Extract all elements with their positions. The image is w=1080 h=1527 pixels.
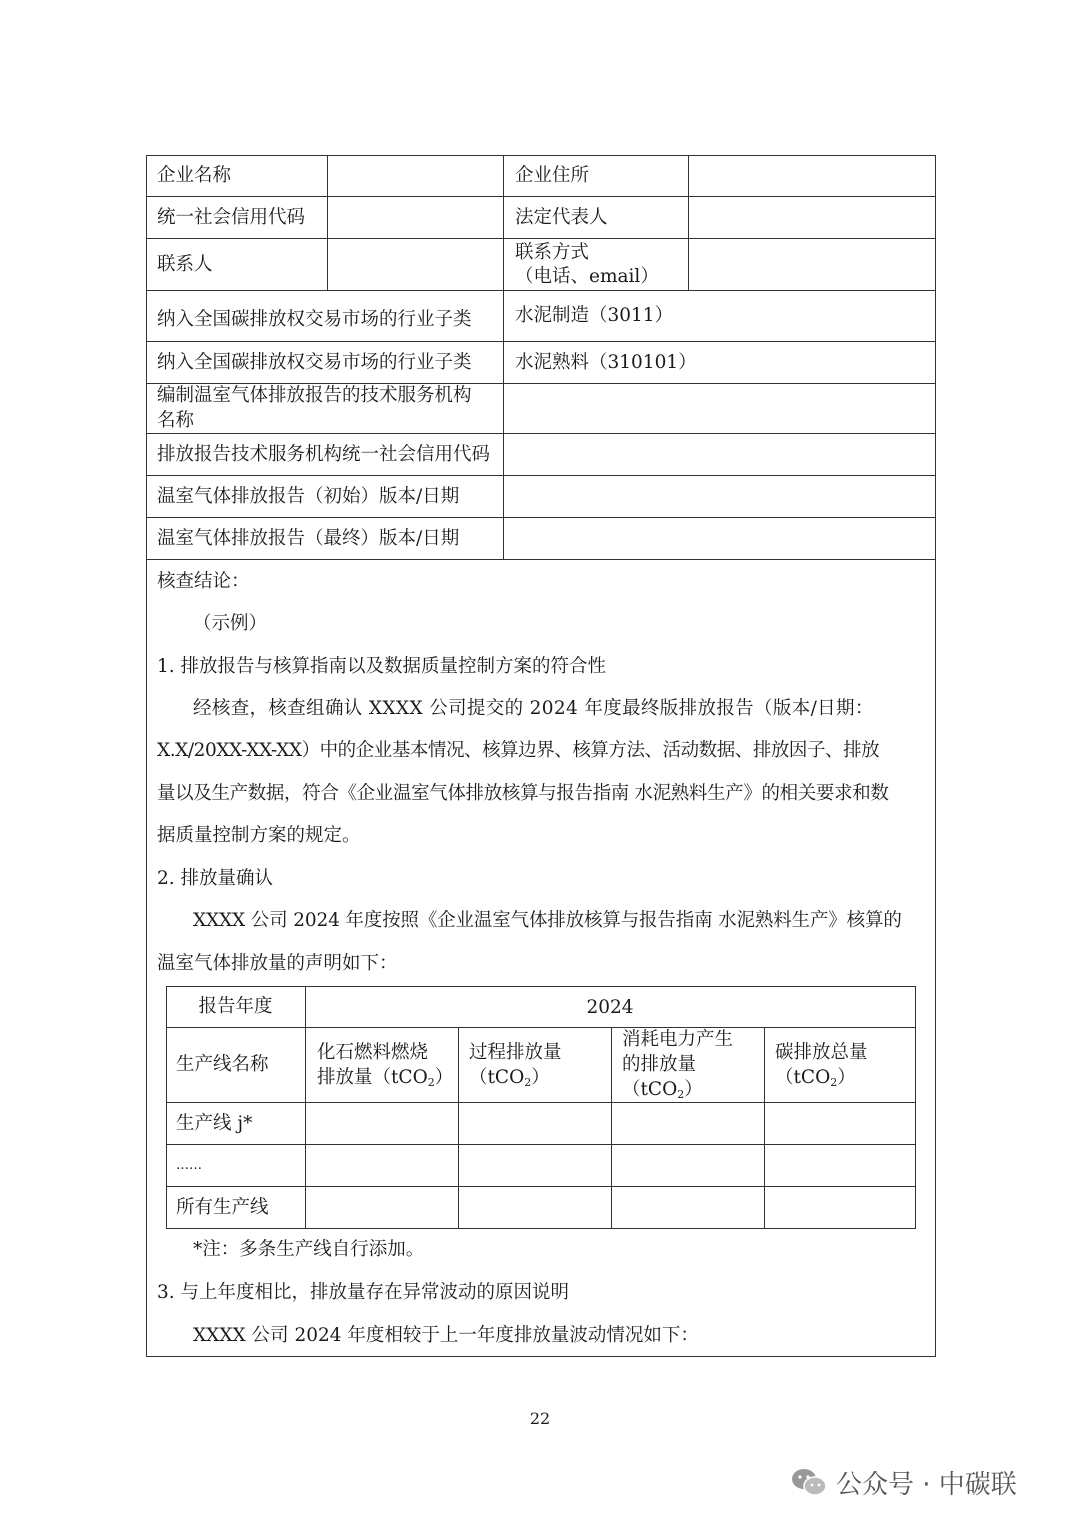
col-power-header: 消耗电力产生 [622,1029,734,1050]
row-divider [146,238,936,239]
row-divider [146,559,936,560]
section-1-line-1: 经核查，核查组确认 XXXX 公司提交的 2024 年度最终版排放报告（版本/日期： [193,698,874,719]
report-final-label: 温室气体排放报告（最终）版本/日期 [157,528,460,549]
table-row-label: …… [176,1158,202,1173]
row-divider [146,433,936,434]
wechat-icon [790,1466,828,1498]
agency-label-cont: 名称 [157,410,195,431]
page-number: 22 [529,1409,551,1428]
table-border [166,1027,916,1028]
table-border [458,1027,459,1228]
row-divider [146,290,936,291]
watermark [790,1462,1017,1502]
section-1-line-2: X.X/20XX-XX-XX）中的企业基本情况、核算边界、核算方法、活动数据、排放因子、排放 [157,740,880,761]
section-3-heading: 3. 与上年度相比，排放量存在异常波动的原因说明 [157,1282,570,1303]
col-divider [327,155,328,290]
contact-method-label: 联系方式 [515,242,590,263]
row-divider [146,196,936,197]
line-name-label: 生产线名称 [176,1054,269,1075]
row-divider [146,517,936,518]
table-border [764,1027,765,1228]
legal-rep-label: 法定代表人 [515,207,608,228]
table-border [305,986,306,1228]
contact-method-sublabel: （电话、email） [515,266,659,287]
report-year-value: 2024 [586,997,634,1018]
col-fossil-unit: 排放量（tCO$_2$） [317,1067,454,1089]
industry-value-1: 水泥制造（3011） [515,305,674,326]
section-1-heading: 1. 排放报告与核算指南以及数据质量控制方案的符合性 [157,656,607,677]
agency-label: 编制温室气体排放报告的技术服务机构 [157,385,472,406]
col-power-unit: （tCO$_2$） [622,1079,703,1101]
section-1-line-3: 量以及生产数据，符合《企业温室气体排放核算与报告指南 水泥熟料生产》的相关要求和数 [157,783,889,804]
table-border [915,986,916,1228]
section-2-line-2: 温室气体排放量的声明如下： [157,953,398,974]
table-note: *注：多条生产线自行添加。 [193,1239,425,1260]
table-border [166,986,167,1228]
table-row-label: 生产线 j* [176,1113,253,1134]
company-name-label: 企业名称 [157,165,232,186]
table-border [166,1144,916,1145]
row-divider [146,341,936,342]
example-label: （示例） [193,613,268,634]
industry-label-1: 纳入全国碳排放权交易市场的行业子类 [157,309,472,330]
table-row-label: 所有生产线 [176,1197,269,1218]
col-divider [688,155,689,290]
industry-label-2: 纳入全国碳排放权交易市场的行业子类 [157,352,472,373]
col-divider [503,155,504,559]
col-total-header: 碳排放总量 [775,1042,868,1063]
table-border [166,1228,916,1229]
table-border [166,986,916,987]
col-fossil-header: 化石燃料燃烧 [317,1042,429,1063]
credit-code-label: 统一社会信用代码 [157,207,306,228]
section-2-heading: 2. 排放量确认 [157,868,274,889]
col-power-header-cont: 的排放量 [622,1054,697,1075]
industry-value-2: 水泥熟料（310101） [515,352,697,373]
row-divider [146,475,936,476]
section-2-line-1: XXXX 公司 2024 年度按照《企业温室气体排放核算与报告指南 水泥熟料生产》核算的 [193,910,902,931]
table-border [166,1102,916,1103]
table-border [611,1027,612,1228]
conclusion-title: 核查结论： [157,571,250,592]
company-address-label: 企业住所 [515,165,590,186]
watermark-text: 公众号 · 中碳联 [836,1469,1017,1500]
col-process-unit: （tCO$_2$） [469,1067,550,1089]
agency-code-label: 排放报告技术服务机构统一社会信用代码 [157,444,491,465]
section-3-line-1: XXXX 公司 2024 年度相较于上一年度排放量波动情况如下： [193,1325,699,1346]
contact-label: 联系人 [157,254,213,275]
table-border [166,1186,916,1187]
col-process-header: 过程排放量 [469,1042,562,1063]
report-initial-label: 温室气体排放报告（初始）版本/日期 [157,486,460,507]
report-year-label: 报告年度 [198,996,273,1017]
col-total-unit: （tCO$_2$） [775,1067,856,1089]
section-1-line-4: 据质量控制方案的规定。 [157,825,361,846]
